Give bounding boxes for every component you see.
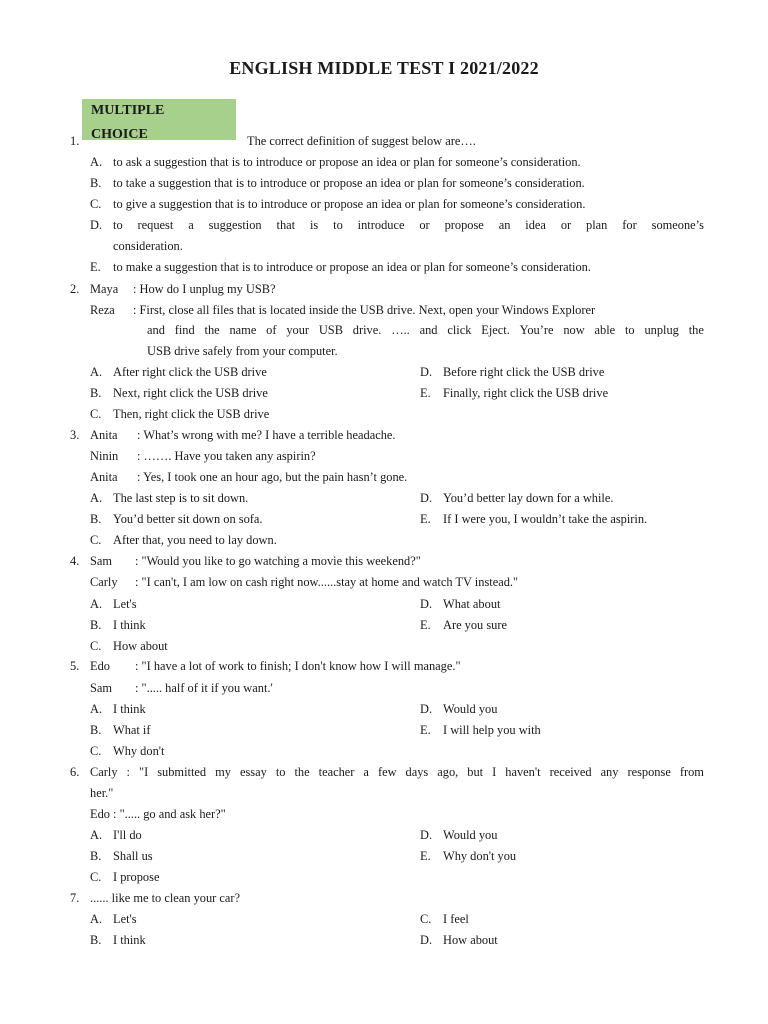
option-e: Are you sure: [443, 618, 507, 632]
word: an: [498, 218, 511, 232]
option-label: B.: [90, 386, 102, 400]
option-d: What about: [443, 597, 501, 611]
dialogue-line: : How do I unplug my USB?: [133, 282, 276, 296]
word: for: [622, 218, 637, 232]
dialogue-line: Edo : "..... go and ask her?": [90, 807, 226, 821]
word: or: [419, 218, 430, 232]
speaker: Reza: [90, 303, 115, 317]
option-e: If I were you, I wouldn’t take the aspirin.: [443, 512, 648, 526]
option-label: A.: [90, 155, 103, 169]
option-label: D.: [420, 828, 433, 842]
option-b: What if: [113, 723, 151, 737]
speaker: Sam: [90, 681, 113, 695]
option-d: Would you: [443, 828, 498, 842]
word: teacher: [318, 765, 355, 779]
option-a: After right click the USB drive: [113, 365, 267, 379]
word: and: [147, 323, 165, 337]
option-b: I think: [113, 618, 146, 632]
word: plan: [586, 218, 608, 232]
word: USB: [318, 323, 343, 337]
word: request: [137, 218, 174, 232]
word: drive.: [352, 323, 382, 337]
word: from: [679, 765, 704, 779]
option-label: E.: [90, 260, 101, 274]
question-number: 5.: [70, 659, 80, 673]
option-label: E.: [420, 618, 431, 632]
option-a: I think: [113, 702, 146, 716]
option-d: Would you: [443, 702, 498, 716]
speaker: Anita: [90, 470, 118, 484]
option-c: I propose: [113, 870, 160, 884]
option-e: I will help you with: [443, 723, 541, 737]
word: submitted: [157, 765, 207, 779]
speaker: Anita: [90, 428, 118, 442]
word: ago,: [437, 765, 459, 779]
word: unplug: [644, 323, 679, 337]
word: introduce: [357, 218, 405, 232]
option-label: D.: [420, 702, 433, 716]
word: suggestion: [208, 218, 262, 232]
question-number: 7.: [70, 891, 80, 905]
word: the: [688, 323, 704, 337]
dialogue-line: : "I have a lot of work to finish; I don't know how I will manage.": [135, 659, 461, 673]
word: I: [492, 765, 497, 779]
dialogue-line: : "Would you like to go watching a movie this weekend?": [135, 554, 421, 568]
dialogue-line-continued: [147, 322, 704, 338]
option-label: C.: [90, 197, 102, 211]
option-label: A.: [90, 828, 103, 842]
option-d: How about: [443, 933, 498, 947]
option-label: D.: [420, 933, 433, 947]
dialogue-line: : "I can't, I am low on cash right now......stay at home and watch TV instead.": [135, 575, 519, 589]
section-label-line2: CHOICE: [91, 127, 148, 142]
question-number: 6.: [70, 765, 80, 779]
page-title: ENGLISH MIDDLE TEST I 2021/2022: [229, 58, 539, 78]
word: idea: [525, 218, 546, 232]
word: or: [560, 218, 572, 232]
word: to: [333, 218, 343, 232]
option-label: D.: [420, 491, 433, 505]
word: any: [600, 765, 619, 779]
word: haven't: [505, 765, 541, 779]
word: a: [363, 765, 369, 779]
dialogue-line: : What’s wrong with me? I have a terrible headache.: [137, 428, 396, 442]
option-b: to take a suggestion that is to introduce or propose an idea or plan for someone’s consideration.: [113, 176, 585, 190]
question-number: 4.: [70, 554, 80, 568]
word: "I: [139, 765, 149, 779]
dialogue-line: : "..... half of it if you want.': [135, 681, 273, 695]
word: the: [294, 765, 310, 779]
word: to: [624, 323, 635, 337]
option-b: Shall us: [113, 849, 153, 863]
option-label: E.: [420, 849, 431, 863]
dialogue-line: [90, 764, 704, 780]
word: the: [204, 323, 220, 337]
option-label: B.: [90, 512, 102, 526]
option-label: D.: [420, 597, 433, 611]
option-c: to give a suggestion that is to introduce or propose an idea or plan for someone’s consideration.: [113, 197, 586, 211]
option-b: Next, right click the USB drive: [113, 386, 268, 400]
option-b: I think: [113, 933, 146, 947]
question-number: 3.: [70, 428, 80, 442]
word: and: [419, 323, 438, 337]
option-d-continued: consideration.: [113, 239, 183, 253]
word: now: [563, 323, 585, 337]
word: of: [266, 323, 277, 337]
option-c: How about: [113, 639, 168, 653]
speaker: Maya: [90, 282, 119, 296]
word: :: [126, 765, 130, 779]
option-label: A.: [90, 365, 103, 379]
option-label: C.: [90, 533, 102, 547]
option-e: Why don't you: [443, 849, 517, 863]
word: someone’s: [651, 218, 704, 232]
word: essay: [239, 765, 267, 779]
speaker: Sam: [90, 554, 113, 568]
option-label: A.: [90, 597, 103, 611]
question-text: ...... like me to clean your car?: [90, 891, 241, 905]
word: to: [275, 765, 286, 779]
option-label: C.: [90, 407, 102, 421]
question-number: 1.: [70, 134, 80, 148]
option-label: A.: [90, 702, 103, 716]
option-a: to ask a suggestion that is to introduce or propose an idea or plan for someone’s consideration.: [113, 155, 581, 169]
word: days: [405, 765, 429, 779]
word: name: [229, 323, 257, 337]
speaker: Ninin: [90, 449, 119, 463]
option-label: D.: [420, 365, 433, 379]
dialogue-line-continued: her.": [90, 786, 114, 800]
option-label: B.: [90, 618, 102, 632]
option-label: A.: [90, 491, 103, 505]
option-c: After that, you need to lay down.: [113, 533, 277, 547]
section-label-line1: MULTIPLE: [91, 103, 165, 118]
word: …..: [391, 323, 410, 337]
word: You’re: [519, 323, 554, 337]
dialogue-line: : ……. Have you taken any aspirin?: [137, 449, 316, 463]
option-label: C.: [90, 639, 102, 653]
option-label: A.: [90, 912, 103, 926]
question-text: The correct definition of suggest below are….: [247, 134, 476, 148]
word: a: [188, 218, 194, 232]
dialogue-line: : First, close all files that is located inside the USB drive. Next, open your Windows Explorer: [133, 303, 596, 317]
option-label: C.: [90, 870, 102, 884]
option-label: E.: [420, 386, 431, 400]
option-c: Then, right click the USB drive: [113, 407, 270, 421]
option-label: B.: [90, 176, 102, 190]
option-d: You’d better lay down for a while.: [443, 491, 614, 505]
option-label: D.: [90, 218, 103, 232]
option-label: C.: [420, 912, 432, 926]
word: response: [627, 765, 671, 779]
option-a: Let's: [113, 597, 137, 611]
option-c: I feel: [443, 912, 469, 926]
word: propose: [444, 218, 484, 232]
option-label: B.: [90, 933, 102, 947]
word: click: [447, 323, 472, 337]
option-a: Let's: [113, 912, 137, 926]
question-number: 2.: [70, 282, 80, 296]
option-d: Before right click the USB drive: [443, 365, 605, 379]
option-label: B.: [90, 849, 102, 863]
word: few: [377, 765, 397, 779]
word: your: [286, 323, 310, 337]
speaker: Edo: [90, 659, 110, 673]
option-a: I'll do: [113, 828, 142, 842]
word: my: [215, 765, 231, 779]
option-label: B.: [90, 723, 102, 737]
option-label: E.: [420, 512, 431, 526]
dialogue-line-continued: USB drive safely from your computer.: [147, 344, 338, 358]
word: received: [549, 765, 592, 779]
word: is: [309, 218, 319, 232]
word: find: [174, 323, 195, 337]
option-a: The last step is to sit down.: [113, 491, 249, 505]
option-label: E.: [420, 723, 431, 737]
section-header-box: [82, 99, 236, 140]
word: Eject.: [481, 323, 510, 337]
option-label: C.: [90, 744, 102, 758]
option-e: to make a suggestion that is to introduce or propose an idea or plan for someone’s consideration.: [113, 260, 591, 274]
dialogue-line: : Yes, I took one an hour ago, but the pain hasn’t gone.: [137, 470, 408, 484]
word: able: [594, 323, 616, 337]
word: but: [467, 765, 484, 779]
word: Carly: [90, 765, 118, 779]
word: that: [276, 218, 296, 232]
option-b: You’d better sit down on sofa.: [113, 512, 263, 526]
option-c: Why don't: [113, 744, 165, 758]
speaker: Carly: [90, 575, 118, 589]
option-d: [113, 217, 704, 233]
word: to: [113, 218, 123, 232]
option-e: Finally, right click the USB drive: [443, 386, 609, 400]
